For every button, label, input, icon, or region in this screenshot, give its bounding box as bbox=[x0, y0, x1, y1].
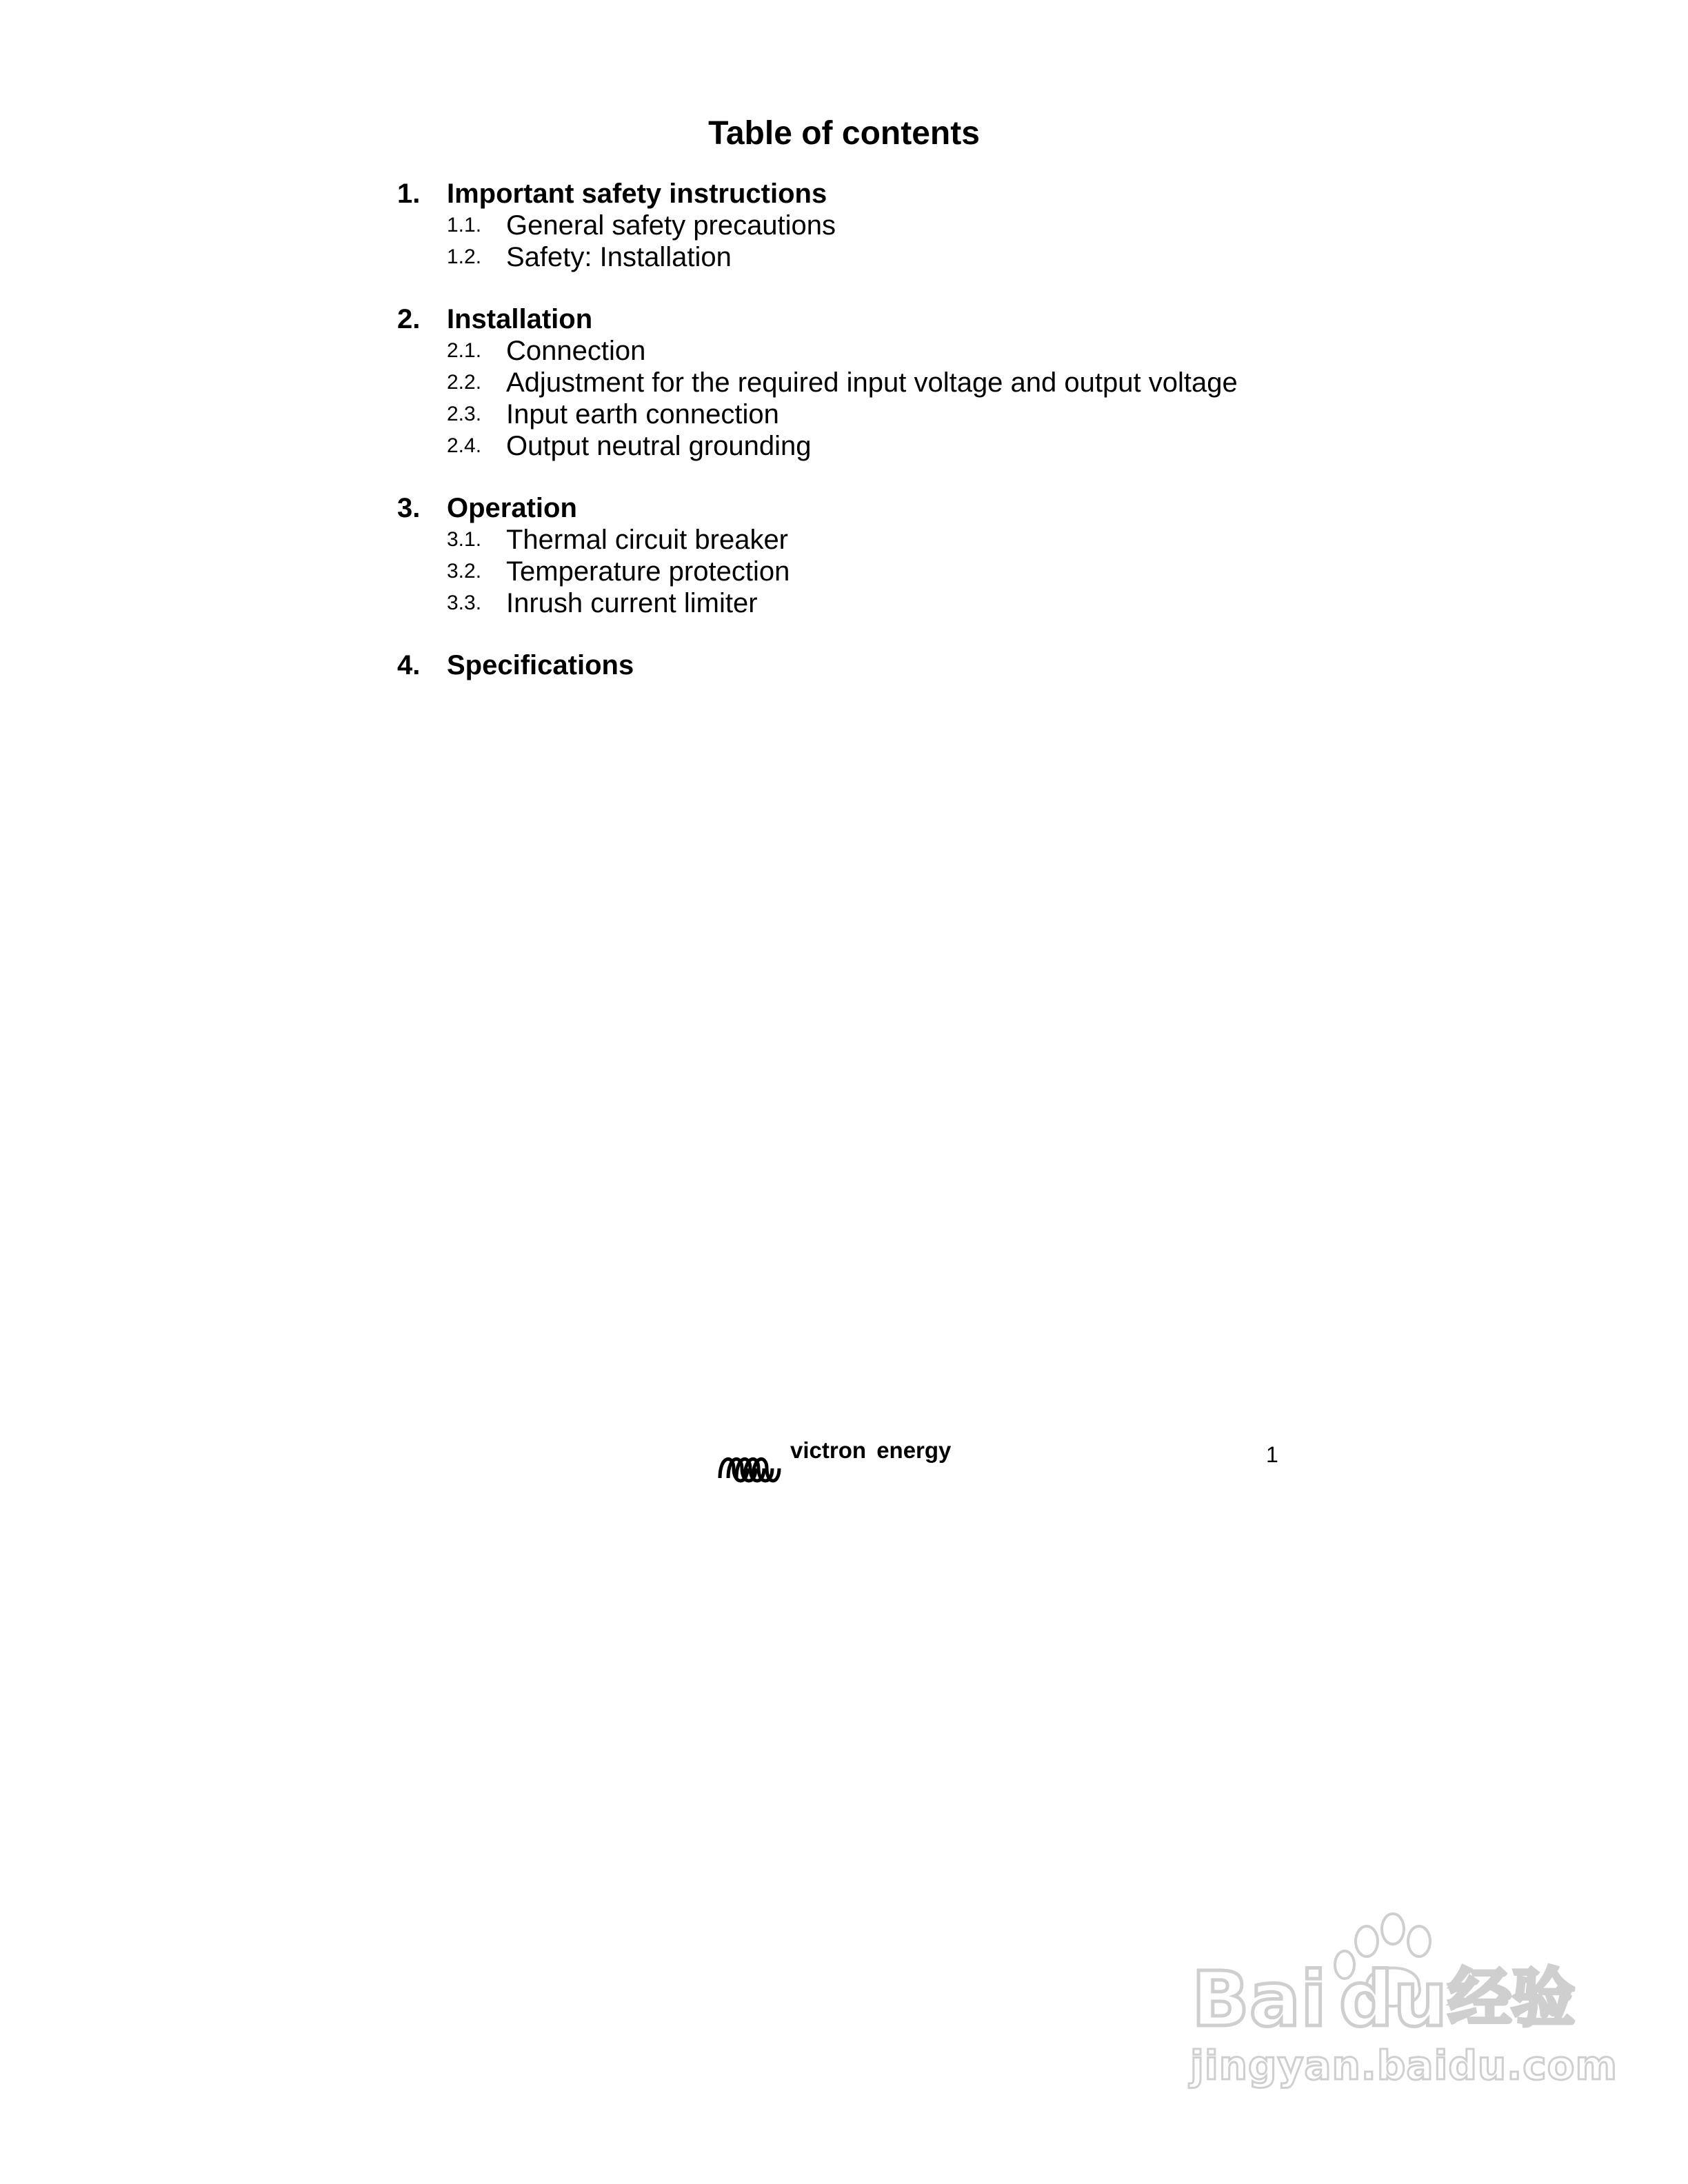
page-title: Table of contents bbox=[708, 115, 980, 152]
svg-text:经验: 经验 bbox=[1448, 1961, 1576, 2035]
subsection-title[interactable]: Output neutral grounding bbox=[506, 431, 812, 461]
section-title[interactable]: Important safety instructions bbox=[447, 179, 827, 209]
table-of-contents bbox=[0, 0, 1688, 758]
subsection-number: 1.1. bbox=[447, 214, 482, 236]
svg-text:du: du bbox=[1339, 1955, 1448, 2043]
subsection-number: 2.4. bbox=[447, 434, 482, 457]
subsection-title[interactable]: Thermal circuit breaker bbox=[506, 525, 789, 555]
section-number: 1. bbox=[397, 179, 421, 209]
subsection-number: 2.3. bbox=[447, 403, 482, 425]
section-title[interactable]: Installation bbox=[447, 304, 593, 334]
section-number: 4. bbox=[397, 650, 421, 680]
section-number: 3. bbox=[397, 493, 421, 523]
page-number: 1 bbox=[1266, 1442, 1278, 1467]
subsection-number: 2.2. bbox=[447, 371, 482, 394]
subsection-title[interactable]: Temperature protection bbox=[506, 556, 790, 587]
section-title[interactable]: Specifications bbox=[447, 650, 634, 680]
subsection-title[interactable]: General safety precautions bbox=[506, 210, 836, 241]
subsection-title[interactable]: Safety: Installation bbox=[506, 242, 732, 272]
subsection-number: 3.3. bbox=[447, 592, 482, 614]
footer-brand: victron energy bbox=[790, 1437, 952, 1463]
baidu-watermark-logo bbox=[1186, 1910, 1586, 2048]
subsection-title[interactable]: Input earth connection bbox=[506, 399, 779, 429]
svg-text:Bai: Bai bbox=[1192, 1955, 1327, 2043]
subsection-number: 1.2. bbox=[447, 245, 482, 268]
victron-logo-icon bbox=[716, 1450, 782, 1489]
subsection-number: 2.1. bbox=[447, 339, 482, 362]
section-title[interactable]: Operation bbox=[447, 493, 577, 523]
section-number: 2. bbox=[397, 304, 421, 334]
subsection-title[interactable]: Connection bbox=[506, 336, 646, 366]
subsection-number: 3.2. bbox=[447, 560, 482, 583]
subsection-title[interactable]: Adjustment for the required input voltage and output voltage bbox=[506, 367, 1238, 398]
watermark-url: jingyan.baidu.com bbox=[1190, 2042, 1618, 2089]
subsection-title[interactable]: Inrush current limiter bbox=[506, 588, 758, 618]
subsection-number: 3.1. bbox=[447, 528, 482, 551]
